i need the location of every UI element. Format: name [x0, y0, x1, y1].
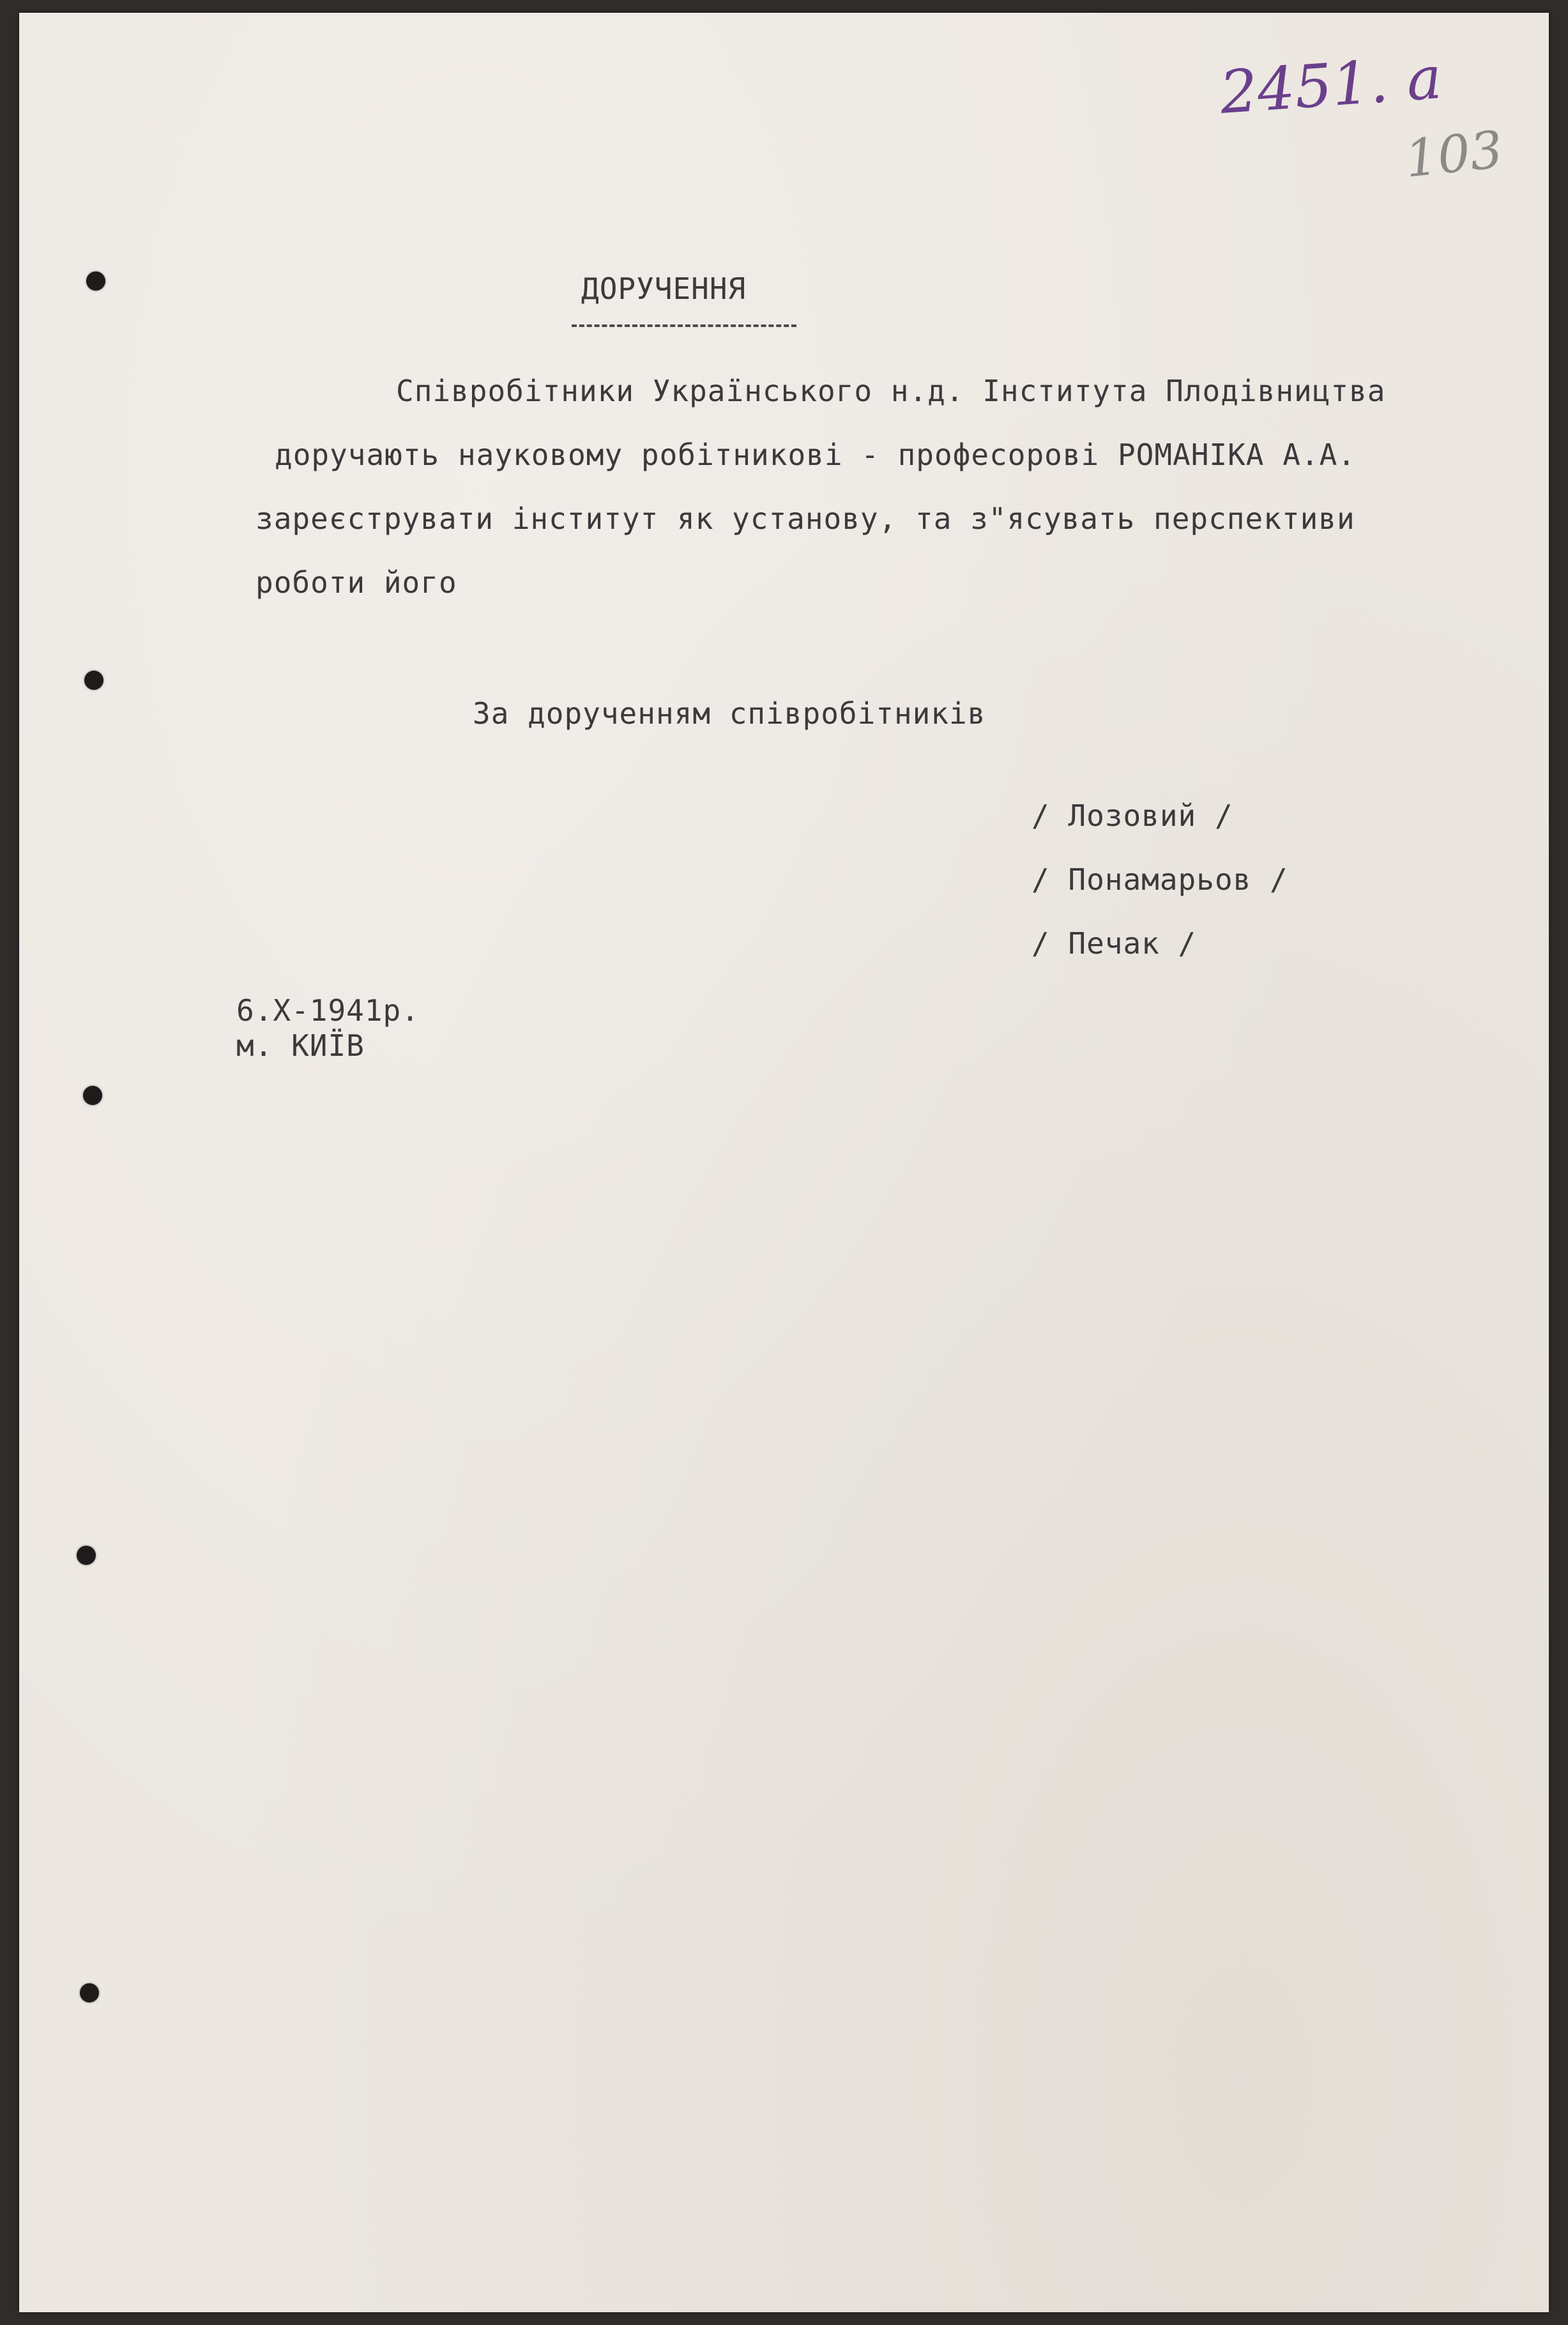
signatory-1: / Лозовий /: [1031, 798, 1233, 833]
body-line-3: зареєструвати інститут як установу, та з"ясувать перспективи: [255, 501, 1355, 536]
binding-hole: [83, 1086, 102, 1105]
folio-number: 103: [1402, 119, 1506, 189]
binding-hole: [86, 271, 105, 291]
binding-hole: [77, 1546, 96, 1565]
body-line-4: роботи його: [255, 565, 457, 600]
signatory-3: / Печак /: [1031, 926, 1197, 961]
archive-number-handwritten: 2451. а: [1217, 43, 1444, 127]
document-page: [19, 13, 1549, 2312]
document-date: 6.X-1941р.: [236, 993, 420, 1028]
binding-hole: [84, 671, 103, 690]
signatory-2: / Понамарьов /: [1031, 862, 1288, 897]
binding-hole: [80, 1983, 99, 2002]
title-underline: [572, 324, 796, 327]
authorization-line: За дорученням співробітників: [473, 696, 986, 731]
body-line-1: Співробітники Українського н.д. Інститута Плодівництва: [396, 374, 1386, 408]
body-line-2: доручають науковому робітникові - професорові РОМАНІКА А.А.: [275, 438, 1356, 472]
document-title: ДОРУЧЕННЯ: [581, 271, 747, 306]
document-place: м. КИЇВ: [236, 1028, 365, 1063]
